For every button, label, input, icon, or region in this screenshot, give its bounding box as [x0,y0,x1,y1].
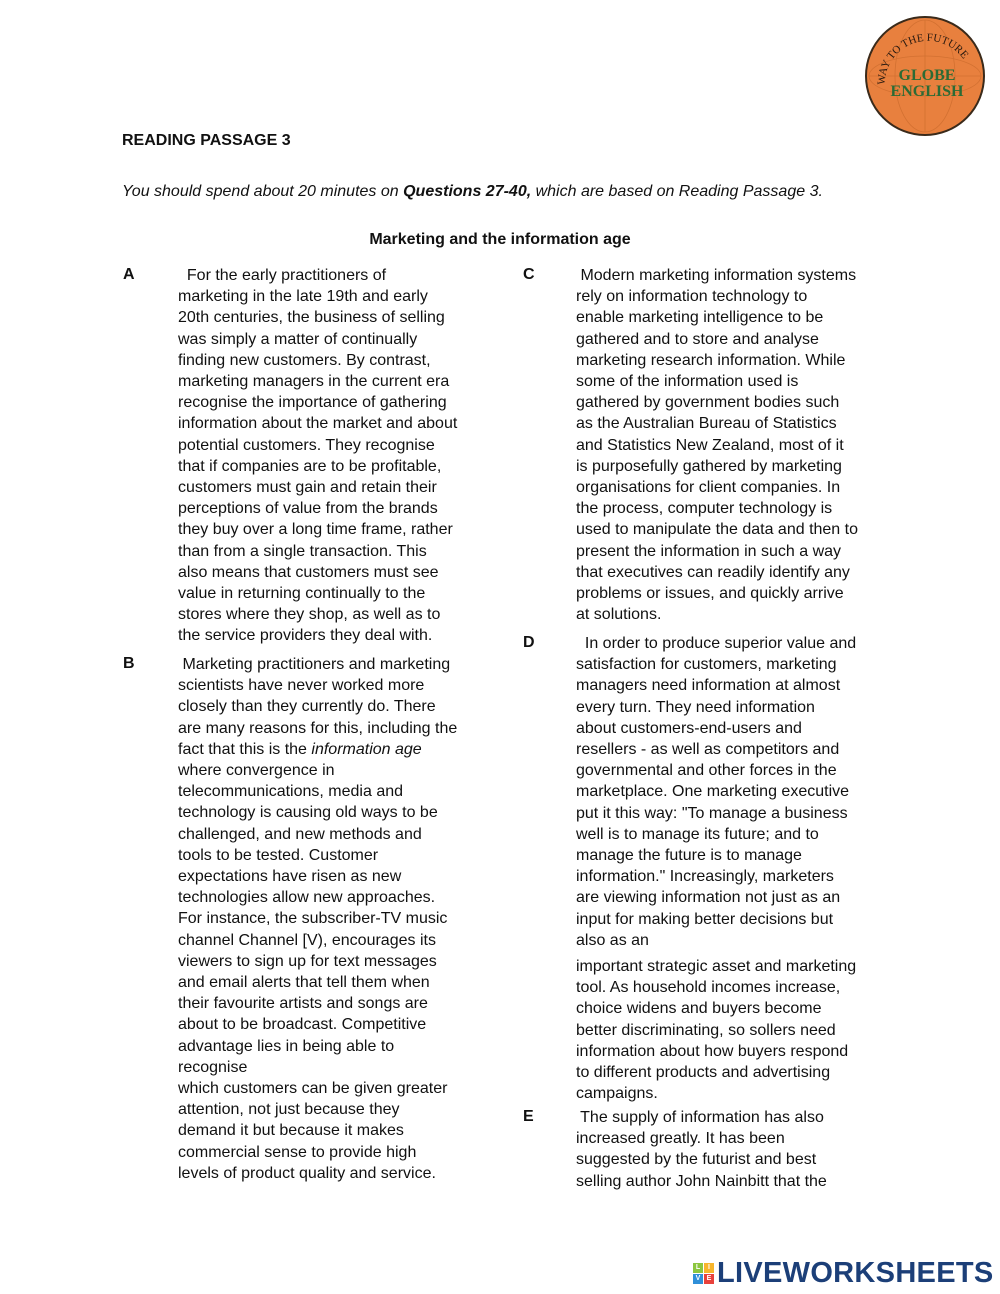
text-line: channel Channel [V), encourages its [178,931,436,949]
text-line: organisations for client companies. In [576,479,841,497]
paragraph-b [178,654,457,1184]
text-line: campaigns. [576,1085,658,1103]
paragraph-e [576,1107,827,1192]
block-l: L [693,1263,703,1273]
text-line: and email alerts that tell them when [178,974,430,992]
text-line: technology is causing old ways to be [178,804,438,822]
text-line: increased greatly. It has been [576,1130,785,1148]
globe-english-logo [865,16,985,136]
text-line: recognise the importance of gathering [178,394,447,412]
block-e: E [704,1274,714,1284]
instructions-questions: Questions 27-40, [403,183,532,200]
text-line: For the early practitioners of [178,267,387,284]
text-line: about customers-end-users and [576,719,802,737]
text-line: than from a single transaction. This [178,542,427,560]
paragraph-label-d: D [523,634,535,651]
text-line: governmental and other forces in the [576,762,837,780]
text-line: technologies allow new approaches. [178,889,436,907]
text-line: recognise [178,1058,248,1076]
text-line: tool. As household incomes increase, [576,979,841,997]
text-line: where convergence in [178,762,335,780]
text-line: managers need information at almost [576,677,841,695]
text-line: challenged, and new methods and [178,825,422,843]
text-line: rely on information technology to [576,288,808,306]
paragraph-d [576,633,856,951]
text-line: value in returning continually to the [178,585,426,603]
paragraph-c [576,265,858,625]
text-line: potential customers. They recognise [178,436,435,454]
text-line: marketing managers in the current era [178,373,450,391]
text-line: marketing research information. While [576,351,846,369]
text-line: Modern marketing information systems [576,267,857,284]
block-i: I [704,1263,714,1273]
text-line: attention, not just because they [178,1101,400,1119]
text-line: their favourite artists and songs are [178,995,428,1013]
text-line: Marketing practitioners and marketing [178,656,451,673]
text-line: satisfaction for customers, marketing [576,656,837,674]
text-line: telecommunications, media and [178,783,404,801]
text-line: also as an [576,931,649,949]
text-line [178,739,457,760]
text-line: that if companies are to be profitable, [178,457,442,475]
liveworksheets-logo [693,1257,994,1290]
text-line: expectations have risen as new [178,868,402,886]
text-line: some of the information used is [576,373,799,391]
paragraph-label-c: C [523,266,535,283]
text-line: customers must gain and retain their [178,479,437,497]
text-line: better discriminating, so sollers need [576,1021,836,1039]
text-line: the service providers they deal with. [178,627,433,645]
text-line: For instance, the subscriber-TV music [178,910,448,928]
text-segment: fact that this is the [178,740,312,758]
text-line: problems or issues, and quickly arrive [576,585,844,603]
text-line: The supply of information has also [576,1109,824,1126]
text-line: input for making better decisions but [576,910,834,928]
text-line: demand it but because it makes [178,1122,404,1140]
text-line: marketing in the late 19th and early [178,288,428,306]
text-line: was simply a matter of continually [178,330,418,348]
text-line: 20th centuries, the business of selling [178,309,445,327]
logo-top-text: WAY TO THE FUTURE [875,31,971,86]
text-line: information about the market and about [178,415,458,433]
text-line: information." Increasingly, marketers [576,868,834,886]
text-line: levels of product quality and service. [178,1164,436,1182]
text-line: well is to manage its future; and to [576,825,819,843]
text-line: selling author John Nainbitt that the [576,1172,827,1190]
text-line: choice widens and buyers become [576,1000,822,1018]
text-line: closely than they currently do. There [178,698,436,716]
text-line: marketplace. One marketing executive [576,783,850,801]
text-line: are viewing information not just as an [576,889,841,907]
text-line: finding new customers. By contrast, [178,351,431,369]
text-line: present the information in such a way [576,542,842,560]
text-line: the process, computer technology is [576,500,833,518]
instructions [122,183,823,201]
text-line: gathered by government bodies such [576,394,840,412]
instructions-text-end: which are based on Reading Passage 3. [531,183,823,200]
text-line: to different products and advertising [576,1064,831,1082]
text-line: important strategic asset and marketing [576,958,857,975]
liveworksheets-wordmark: LIVEWORKSHEETS [717,1257,994,1289]
text-line: and Statistics New Zealand, most of it [576,436,844,454]
text-line: they buy over a long time frame, rather [178,521,453,539]
paragraph-label-b: B [123,655,135,672]
passage-heading: READING PASSAGE 3 [122,132,291,149]
text-line: information about how buyers respond [576,1042,849,1060]
text-line: scientists have never worked more [178,677,425,695]
text-line: gathered and to store and analyse [576,330,819,348]
text-line: resellers - as well as competitors and [576,741,840,759]
passage-title: Marketing and the information age [369,231,631,248]
text-line: that executives can readily identify any [576,563,850,581]
text-line: at solutions. [576,606,662,624]
instructions-text: You should spend about 20 minutes on [122,183,404,200]
text-line: about to be broadcast. Competitive [178,1016,427,1034]
paragraph-d [576,956,856,1104]
logo-line1: GLOBE [898,67,956,84]
text-line: every turn. They need information [576,698,815,716]
text-line: as the Australian Bureau of Statistics [576,415,837,433]
text-line: is purposefully gathered by marketing [576,457,842,475]
paragraph-label-a: A [123,266,135,283]
text-line: enable marketing intelligence to be [576,309,824,327]
block-v: V [693,1274,703,1284]
text-line: tools to be tested. Customer [178,846,379,864]
text-line: are many reasons for this, including the [178,719,458,737]
text-line: used to manipulate the data and then to [576,521,858,539]
text-line: manage the future is to manage [576,847,802,865]
text-line: stores where they shop, as well as to [178,606,441,624]
paragraph-a [178,265,457,647]
text-line: put it this way: "To manage a business [576,804,848,822]
globe-logo-icon [867,18,983,134]
text-line: also means that customers must see [178,563,439,581]
logo-line2: ENGLISH [890,83,964,100]
live-blocks-icon [693,1263,714,1284]
text-line: which customers can be given greater [178,1080,448,1098]
text-line: In order to produce superior value and [576,635,857,652]
text-line: viewers to sign up for text messages [178,952,437,970]
italic-term: information age [311,740,422,758]
text-line: advantage lies in being able to [178,1037,395,1055]
text-line: commercial sense to provide high [178,1143,417,1161]
text-line: suggested by the futurist and best [576,1151,817,1169]
paragraph-label-e: E [523,1108,534,1125]
text-line: perceptions of value from the brands [178,500,438,518]
